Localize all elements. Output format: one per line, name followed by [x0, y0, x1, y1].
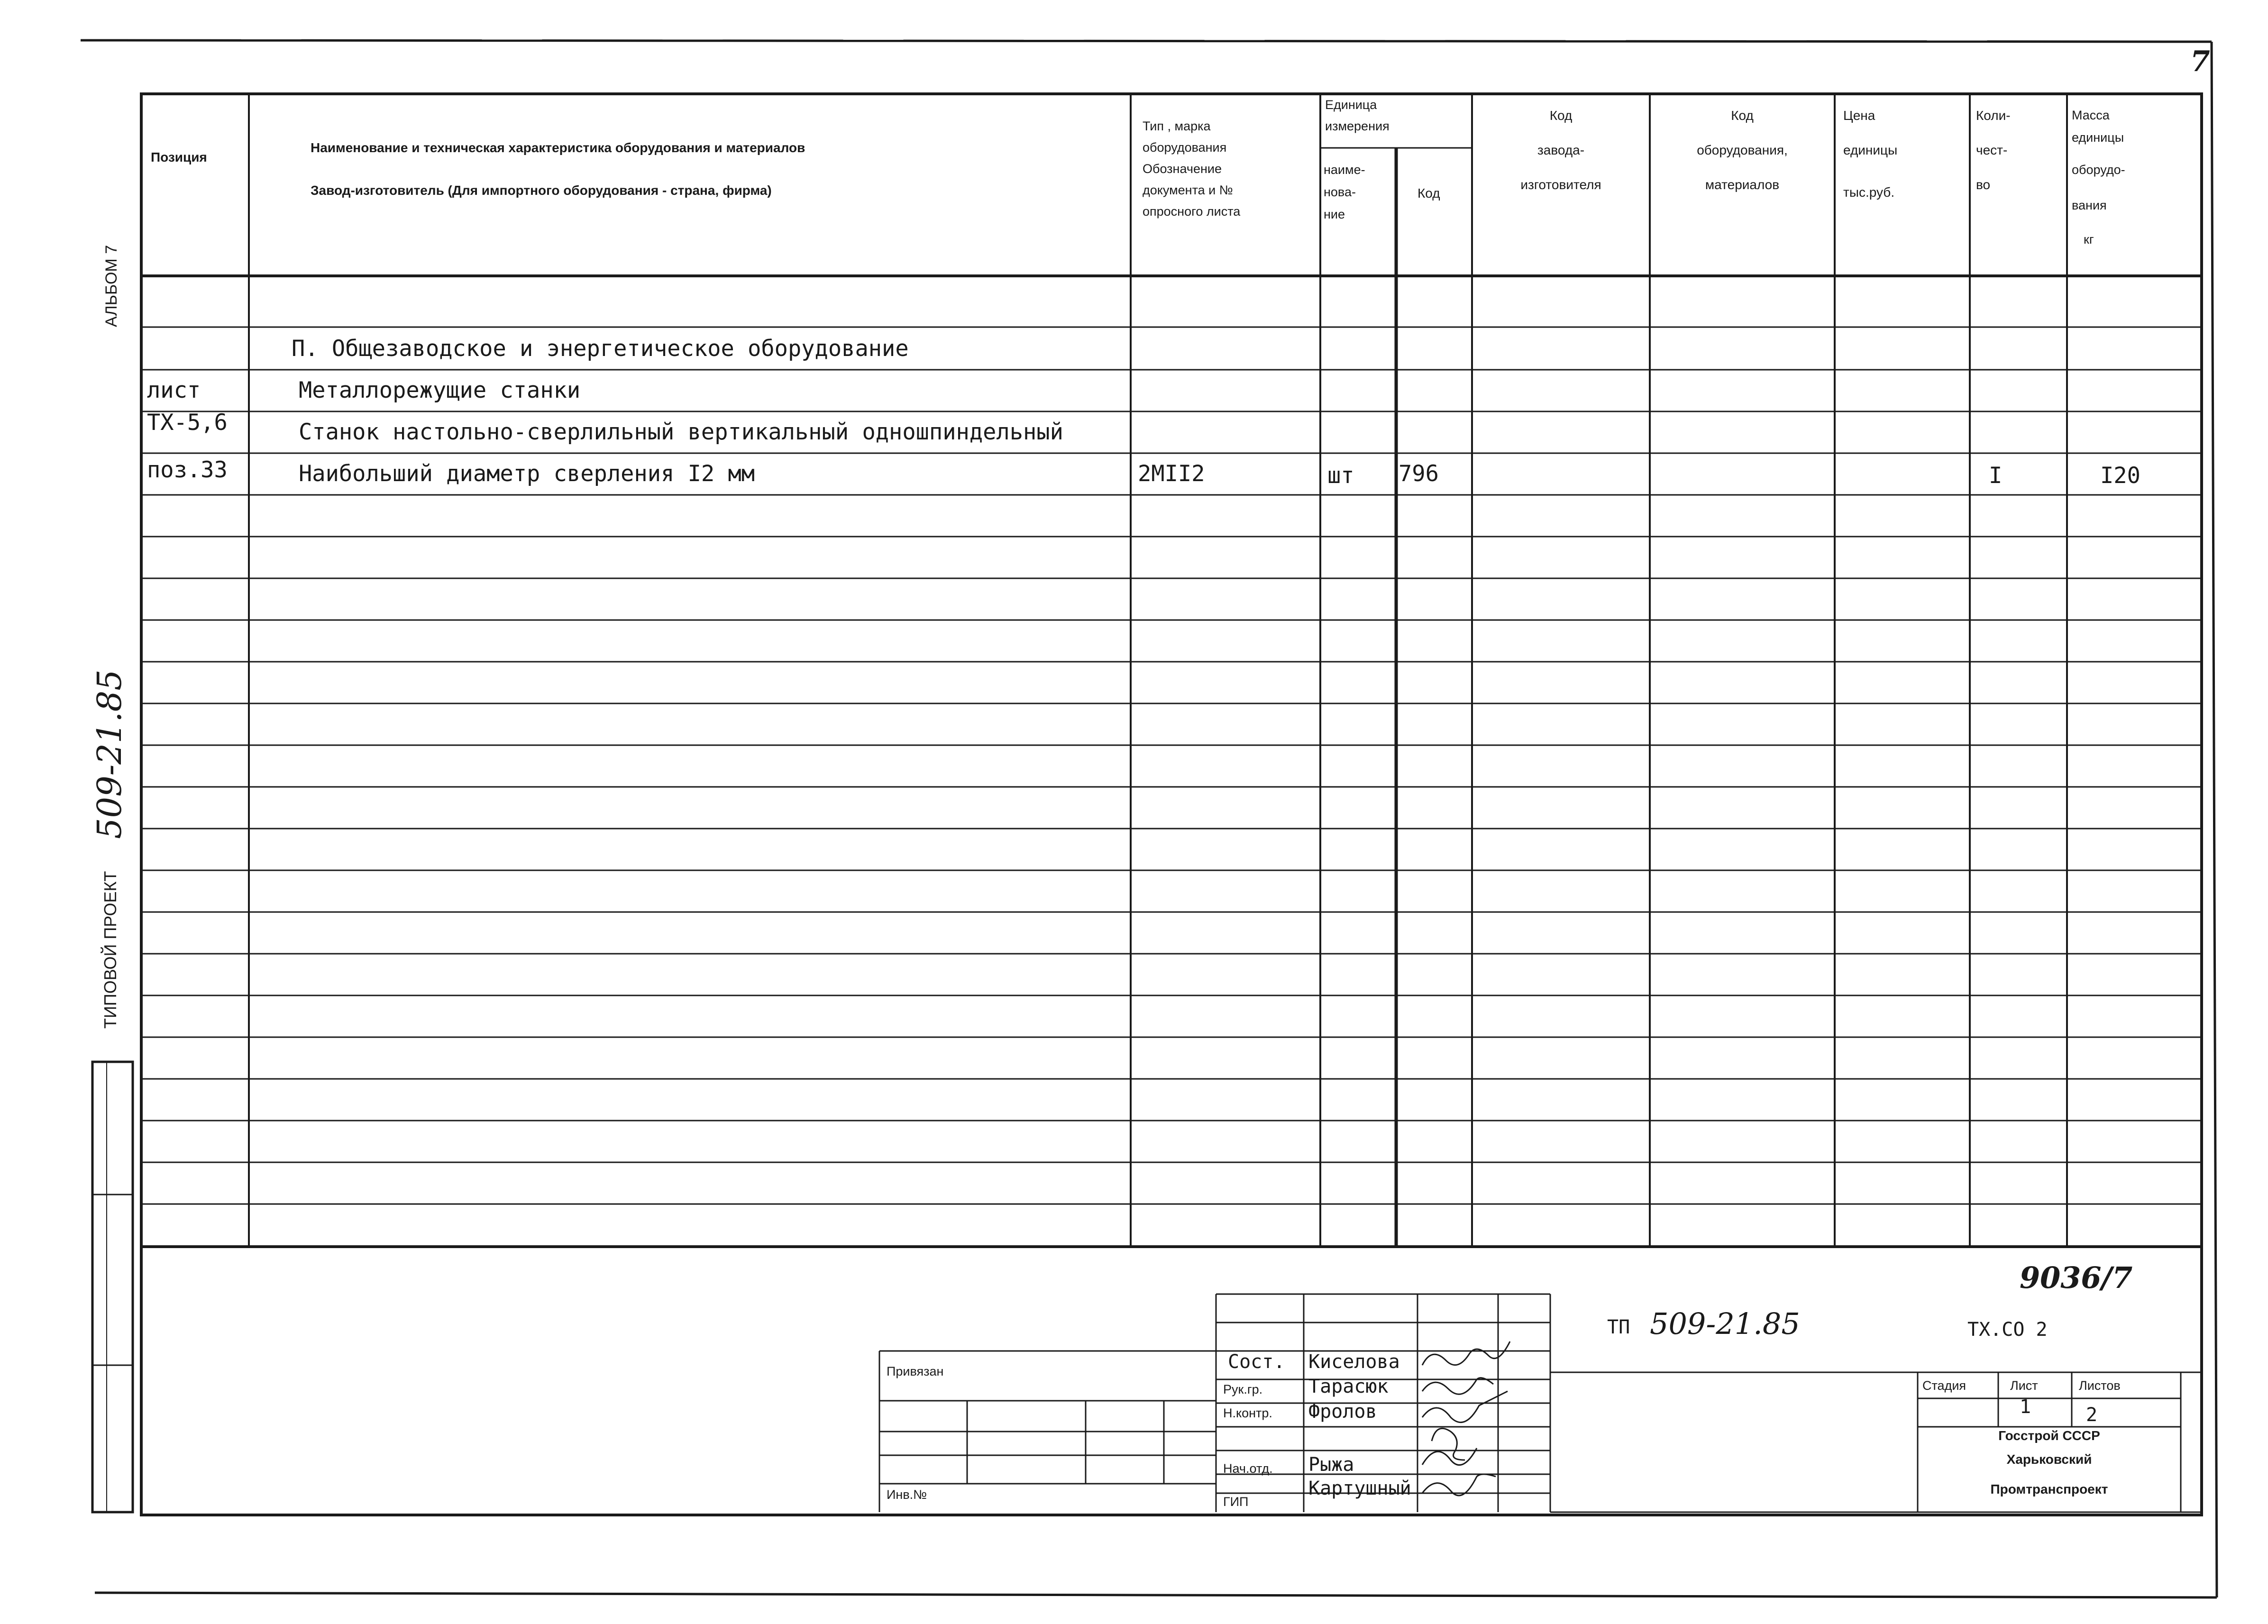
project-label: ТИПОВОЙ ПРОЕКТ: [101, 871, 120, 1029]
col-mass-4: вания: [2072, 198, 2107, 212]
stage-label: Стадия: [1922, 1378, 1966, 1393]
person-5: Картушный: [1308, 1478, 1411, 1499]
project-number-side: 509-21.85: [90, 669, 129, 839]
col-name-line1: Наименование и техническая характеристика оборудования и материалов: [311, 140, 805, 155]
col-mass-1: Масса: [2072, 108, 2110, 122]
col-factory-code-3: изготовителя: [1520, 177, 1601, 192]
col-position: Позиция: [151, 150, 207, 164]
col-factory-code-2: завода-: [1537, 143, 1585, 157]
row4-type: 2МII2: [1138, 461, 1205, 487]
signatures: [1422, 1341, 1510, 1496]
role-2: Рук.гр.: [1223, 1382, 1263, 1396]
row4-unit: шт: [1327, 463, 1354, 489]
row4-code: 796: [1399, 461, 1439, 487]
col-factory-code-1: Код: [1549, 108, 1573, 123]
col-price-2: единицы: [1843, 143, 1898, 157]
col-type-1: Тип , марка: [1143, 119, 1211, 133]
sheet-id: 9036/7: [2020, 1260, 2133, 1295]
sheet-value: 1: [2020, 1396, 2031, 1418]
row4-mass: I20: [2100, 463, 2140, 489]
col-name-line2: Завод-изготовитель (Для импортного оборудования - страна, фирма): [311, 183, 772, 198]
col-price-1: Цена: [1843, 108, 1875, 123]
row3-position: ТХ-5,6: [147, 410, 228, 436]
col-unit-code: Код: [1418, 186, 1440, 201]
row4-name: Наибольший диаметр сверления I2 мм: [299, 461, 755, 487]
col-type-3: Обозначение: [1143, 162, 1222, 176]
org-line-3: Промтранспроект: [1990, 1482, 2108, 1496]
sheets-value: 2: [2086, 1404, 2098, 1426]
col-equipment-code-2: оборудования,: [1697, 143, 1788, 157]
col-price-3: тыс.руб.: [1843, 185, 1895, 200]
row2-name: Металлорежущие станки: [299, 377, 581, 403]
row4-position: поз.33: [147, 457, 228, 483]
inv-label: Инв.№: [887, 1487, 927, 1502]
project-code-prefix: ТП: [1607, 1316, 1630, 1338]
sheet-label: Лист: [2010, 1378, 2038, 1393]
col-mass-2: единицы: [2072, 130, 2124, 145]
row2-position: лист: [147, 377, 201, 403]
col-qty-3: во: [1976, 177, 1991, 192]
col-type-5: опросного листа: [1143, 204, 1241, 219]
col-qty-1: Коли-: [1976, 108, 2011, 123]
col-equipment-code-1: Код: [1731, 108, 1754, 123]
person-1: Киселова: [1308, 1351, 1400, 1373]
project-code: 509-21.85: [1650, 1306, 1800, 1341]
linked-label: Привязан: [887, 1364, 944, 1378]
col-type-2: оборудования: [1143, 140, 1227, 155]
page-number: 7: [2190, 45, 2210, 78]
col-unit-name-1: наиме-: [1324, 163, 1365, 177]
role-4: Нач.отд.: [1223, 1461, 1273, 1476]
person-4: Рыжа: [1308, 1454, 1354, 1476]
role-3: Н.контр.: [1223, 1406, 1272, 1420]
col-equipment-code-3: материалов: [1705, 177, 1780, 192]
col-mass-5: кг: [2084, 232, 2094, 246]
col-mass-3: оборудо-: [2072, 163, 2125, 177]
org-line-2: Харьковский: [2006, 1452, 2092, 1467]
row4-qty: I: [1989, 463, 2003, 489]
role-5: ГИП: [1223, 1495, 1249, 1509]
col-qty-2: чест-: [1976, 143, 2008, 157]
org-line-1: Госстрой СССР: [1998, 1428, 2100, 1443]
person-2: Тарасюк: [1308, 1376, 1389, 1397]
col-unit-group-2: измерения: [1325, 119, 1390, 133]
col-unit-name-3: ние: [1324, 207, 1345, 221]
row1-name: П. Общезаводское и энергетическое оборудование: [292, 336, 909, 362]
sheets-label: Листов: [2079, 1378, 2121, 1393]
row3-name: Станок настольно-сверлильный вертикальный одношпиндельный: [299, 419, 1063, 445]
col-type-4: документа и №: [1143, 183, 1233, 197]
doc-code: ТХ.СО 2: [1967, 1319, 2048, 1341]
album-label: АЛЬБОМ 7: [102, 245, 120, 327]
col-unit-group-1: Единица: [1325, 98, 1377, 112]
role-1: Сост.: [1228, 1351, 1285, 1373]
col-unit-name-2: нова-: [1324, 185, 1356, 199]
person-3: Фролов: [1308, 1401, 1377, 1423]
